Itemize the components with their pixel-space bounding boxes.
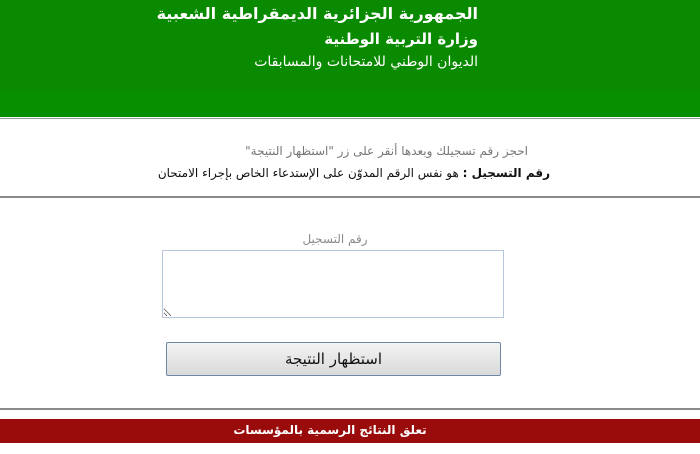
header-band	[0, 90, 700, 117]
registration-note	[158, 166, 550, 180]
header-office-title: الديوان الوطني للامتحانات والمسابقات	[254, 54, 478, 70]
registration-note-label: رقم التسجيل :	[462, 166, 550, 180]
footer-notice: تعلق النتائج الرسمية بالمؤسسات	[233, 423, 427, 437]
page-header	[0, 0, 700, 90]
page-footer	[0, 419, 700, 443]
bottom-divider	[0, 408, 700, 410]
top-divider	[0, 118, 700, 119]
header-republic-title: الجمهورية الجزائرية الديمقراطية الشعبية	[156, 4, 478, 23]
header-ministry-title: وزارة التربية الوطنية	[324, 30, 478, 48]
registration-number-input[interactable]	[162, 250, 504, 318]
show-result-button[interactable]: استظهار النتيجة	[166, 342, 501, 376]
registration-number-label: رقم التسجيل	[302, 232, 368, 246]
instruction-text: احجز رقم تسجيلك وبعدها أنقر على زر "استظهار النتيجة"	[245, 144, 528, 158]
middle-divider	[0, 196, 700, 198]
registration-note-text: هو نفس الرقم المدوّن على الإستدعاء الخاص بإجراء الامتحان	[157, 166, 459, 180]
